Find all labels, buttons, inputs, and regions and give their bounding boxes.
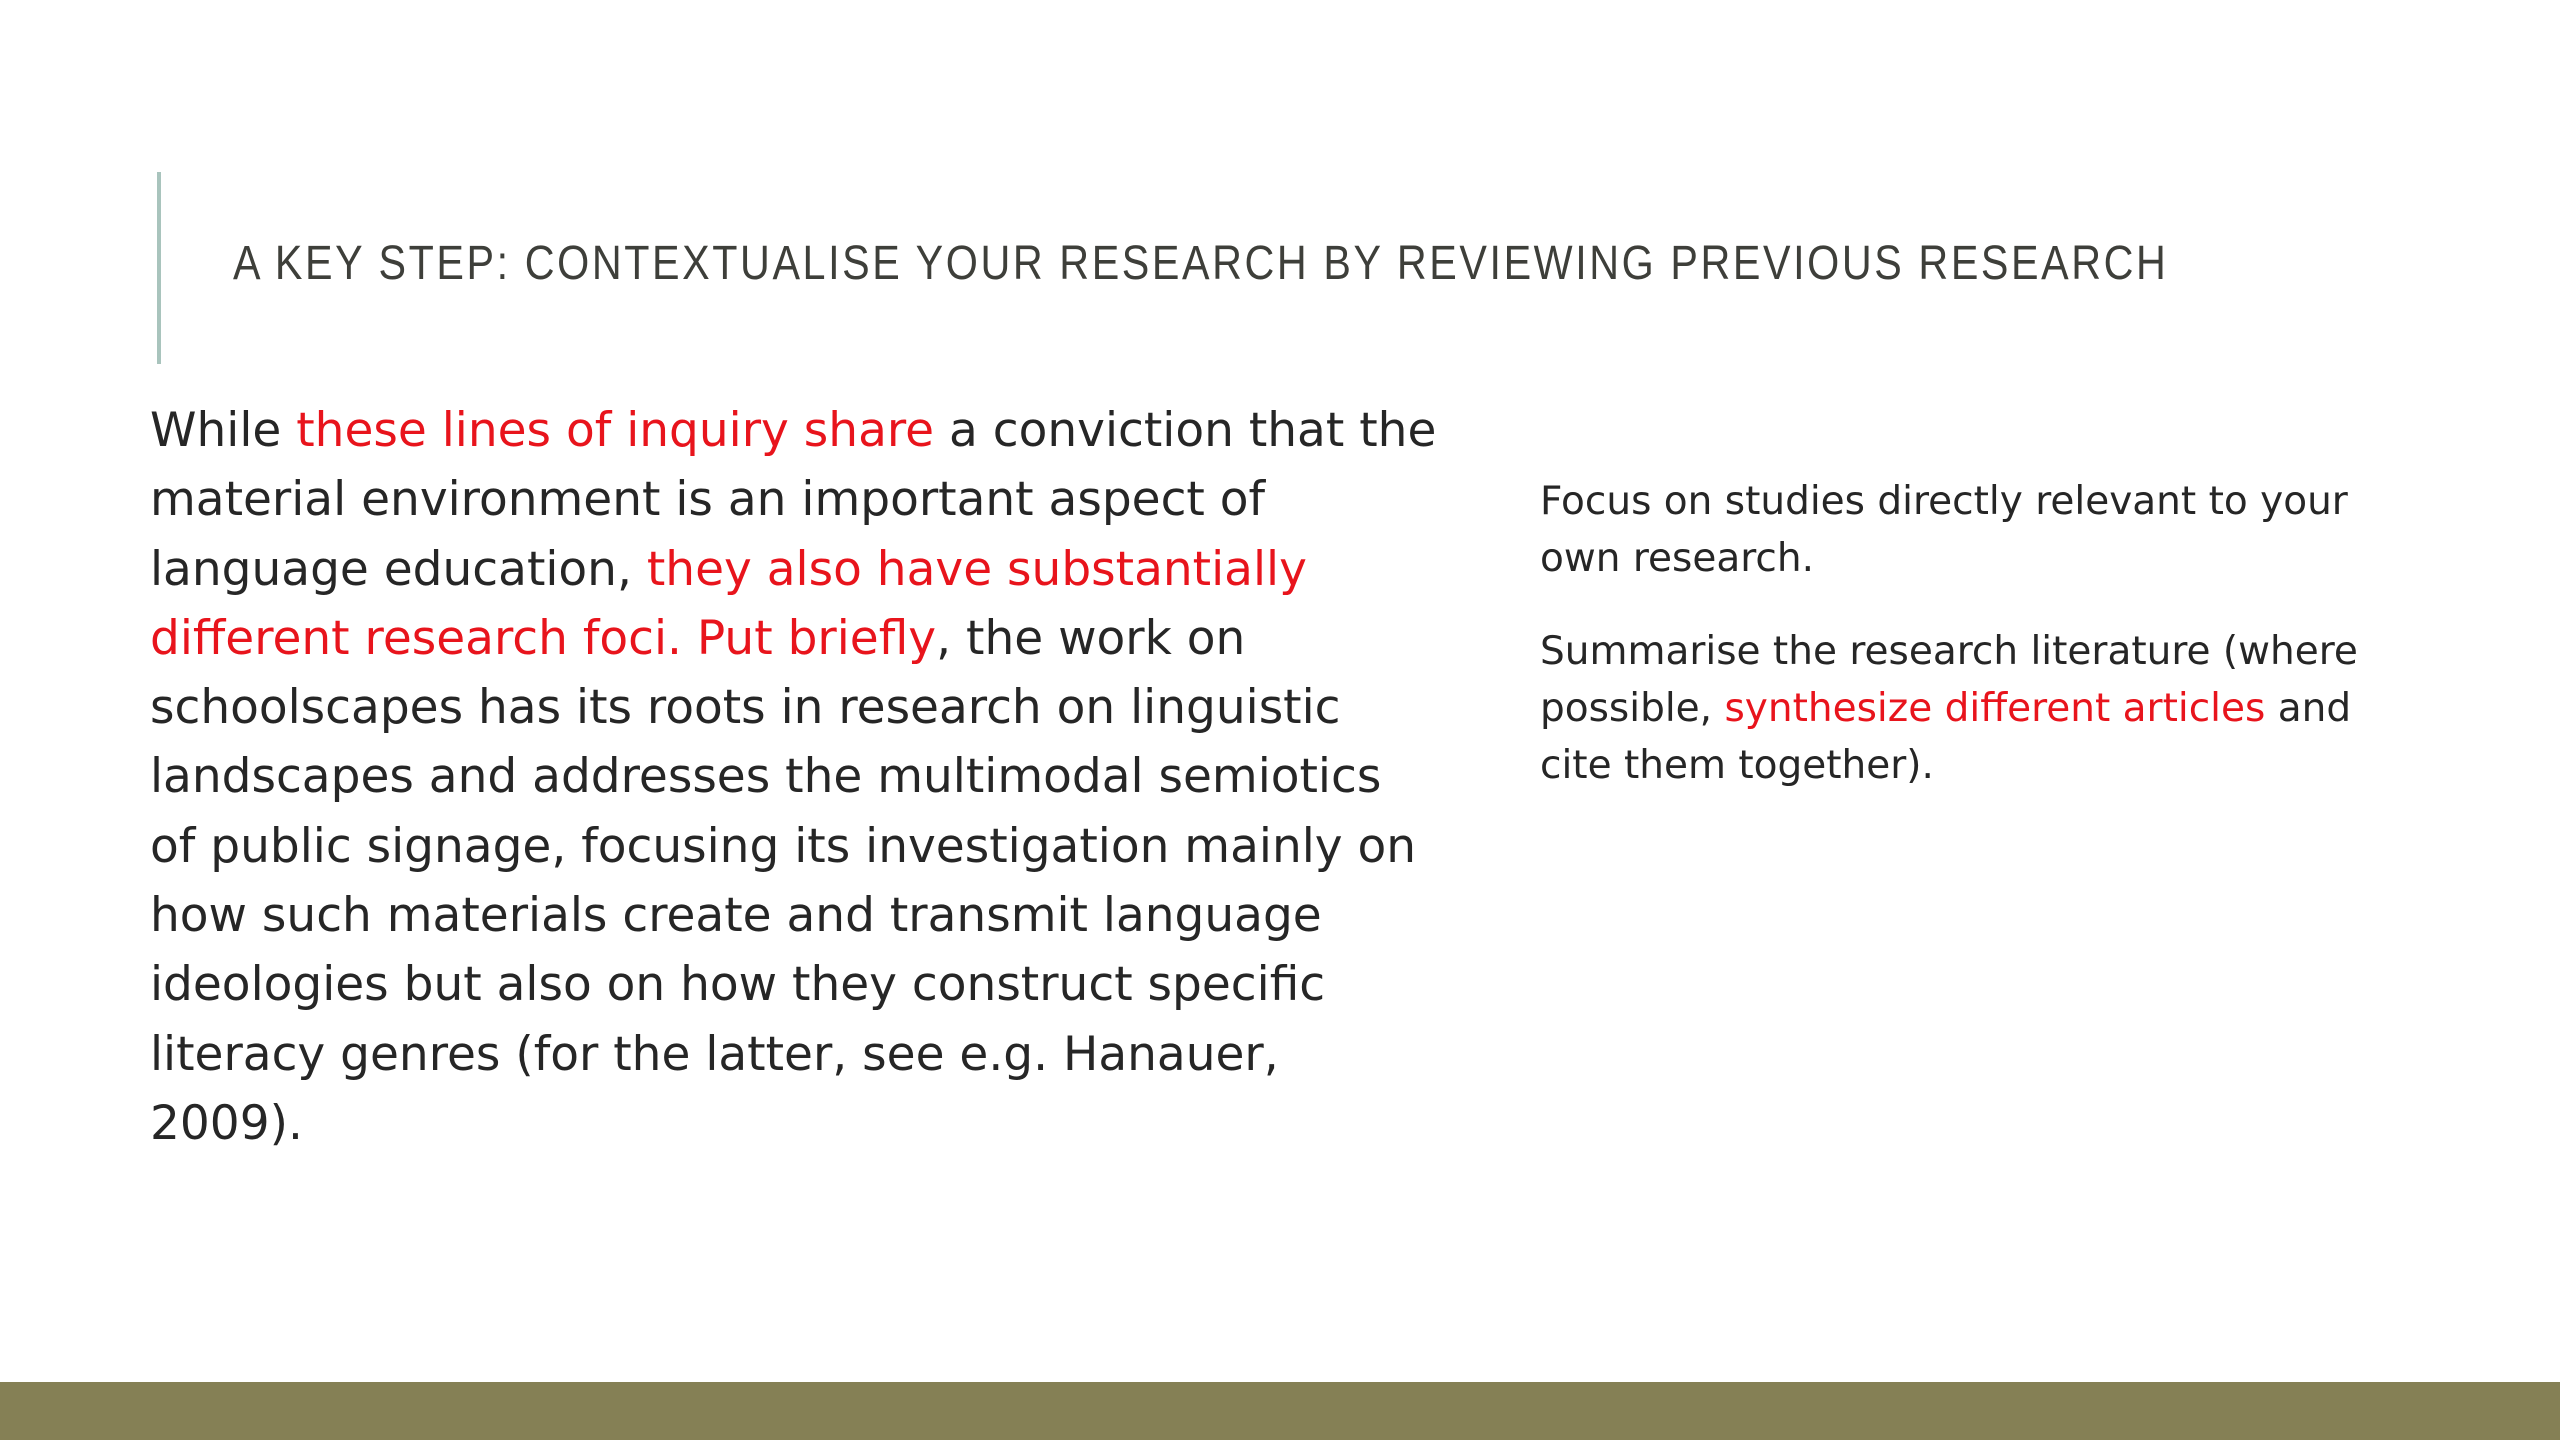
title-accent-bar [157, 172, 161, 364]
quote-text: While [150, 403, 297, 458]
quote-text: a conviction that the material environment is an important aspect of language education, [150, 403, 1437, 597]
note-highlight: synthesize different articles [1724, 686, 2266, 731]
note-focus: Focus on studies directly relevant to your own research. [1540, 479, 2348, 581]
quote-highlight: these lines of inquiry share [296, 403, 935, 458]
slide-title: A KEY STEP: CONTEXTUALISE YOUR RESEARCH BY REVIEWING PREVIOUS RESEARCH [233, 237, 2169, 290]
note-text: Summarise the research literature (where possible, [1540, 629, 2358, 731]
footer-band [0, 1382, 2560, 1440]
note-summarise [1540, 623, 2420, 794]
note-text: and cite them together). [1540, 686, 2352, 788]
quote-text: , the work on schoolscapes has its roots in research on linguistic landscapes and addresses the multimodal semiotics of public signage, focusing its investigation mainly on how such materials create and transmit language ideologies but also on how they construct specific literacy genres (for the latter, see e.g. Hanauer, 2009). [150, 610, 1417, 1151]
quote-highlight: they also have substantially different research foci. Put briefly [150, 541, 1307, 666]
quoted-passage [150, 396, 1440, 1158]
notes-panel [1540, 473, 2420, 830]
